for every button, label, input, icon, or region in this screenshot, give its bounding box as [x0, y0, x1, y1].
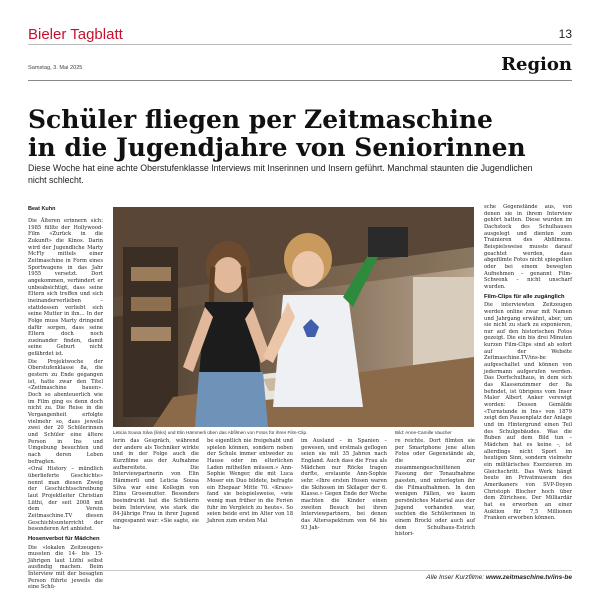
headline-line-1: Schüler fliegen per Zeitmaschine: [28, 105, 493, 134]
subheading: Hosenverbot für Mädchen: [28, 535, 100, 542]
footer-link[interactable]: www.zeitmaschine.tv/ins-be: [485, 574, 572, 581]
headline-line-2: in die Jugendjahre von Seniorinnen: [28, 133, 526, 162]
article-column-3: [207, 438, 293, 568]
subheading: Film-Clips für alle zugänglich: [484, 293, 565, 300]
article-column-6: [484, 204, 572, 564]
paragraph: lerin das Gespräch, während der andere als Techniker wirkte und in der Folge auch die Kurzfilme aus der Aufnahme aufbereitete. Die Interviewpartnerin von Elin Hämmerli und Leticia Sousa Silva war eine Kollegin von Elins Grossmutter. Besonders beeindruckt hat die Schülerin beim Interview, wie stark die 84-Jährige Frau in ihrer Jugend eingespannt war: «Sie sagte, sie ha-: [113, 438, 199, 531]
footer-note: [426, 574, 572, 581]
paragraph: Die interviewten Zeitzeugen werden online zwar mit Namen und Jahrgang erwähnt, aber, um sie nicht zu stark zu exponieren, nur auf den historischen Fotos gezeigt. Die ein bis drei Minuten kurzen Film-Clips sind ab sofort auf der Website Zeitmaschine.TV/ins-be aufgeschaltet und können von jedermann aufgerufen werden. Das Dorfschulhaus, in dem sich das Klassenzimmer der 8a befindet, ist übrigens vom Inser Maler Albert Anker verewigt worden: Dessen Gemälde «Turnstunde in Ins» von 1879 zeigt den Pausenplatz der Anlage und im Hintergrund einen Teil des Schulgebäudes. Was die Buben auf dem Bild tun – Mädchen hat es keine –, ist allerdings nicht Sport im heutigen Sinn, sondern vielmehr ein militärisches Exerzieren im Gleichschritt. Das Werk hängt heute im Privatmuseum des Amerikaners von SVP-Doyen Christoph Blocher hoch über dem Zürichsee. Der Milliardär hat es erworben an einer Auktion für 7,5 Millionen Franken erworben können.: [484, 302, 572, 522]
paragraph: be eigentlich nie freigehabt und spielen können, sondern neben der Schule immer entweder zu Hause oder im elterlichen Laden mithelfen müssen.» Ann-Sophie Wenger, die mit Luca Moser ein Duo bildete, befragte ein Ehepaar Mitte 70. «Krass» fand sie beispielsweise, «wie wenig man früher in die Ferien fuhr im Vergleich zu heute». So seien beide erst im Alter von 18 Jahren zum ersten Mal: [207, 438, 293, 524]
top-rule: [28, 44, 572, 45]
footer-prefix: Alle Inser Kurzfilme:: [426, 574, 486, 581]
article-column-2: [113, 438, 199, 568]
headline: [28, 106, 588, 162]
paragraph: Die Älteren erinnern sich: 1985 füllte der Hollywood-Film «Zurück in die Zukunft» die Kinos. Darin wird der Jugendliche Marty McFly mittels einer Zeitmaschine in Form eines Sportwagens in das Jahr 1955 versetzt. Dort angekommen, verhindert er unbeabsichtigt, dass seine Eltern sich treffen und sich ineinanderverlieben – stattdessen verliebt sich seine Mutter in ihn… In der Folge muss Marty dringend dafür sorgen, dass seine Eltern doch noch zueinander finden, damit seine Geburt nicht gefährdet ist.: [28, 218, 103, 358]
paragraph: im Ausland – in Spanien – gewesen, und erstmals geflogen seien sie mit 35 Jahren nach England. Auch dass die Frau als Mädchen nur Röcke tragen durfte, erstaunte Ann-Sophie sehr. «Ihre ersten Hosen waren die Skihosen im Skilager der 6. Klasse.» Gegen Ende der Woche machten die Kinder einen zweiten Besuch bei ihren Interviewpartnern, bei denen das Altersspektrum von 64 bis 93 Jah-: [301, 438, 387, 531]
masthead: Bieler Tagblatt: [28, 26, 123, 43]
article-column-1: [28, 218, 103, 591]
paragraph: Die «lokalen Zeitzeugen» mussten die 14- bis 15-Jährigen laut Lüthi selbst ausfindig machen. Beim Interview mit der besagten Person führte jeweils die eine Schü-: [28, 544, 103, 591]
footer-rule: [28, 570, 572, 571]
photo-illustration: [113, 207, 474, 427]
section-title: Region: [501, 54, 572, 75]
article-column-4: [301, 438, 387, 568]
article-column-5: [395, 438, 475, 568]
paragraph: re reichte. Dort filmten sie per Smartphone jene alten Fotos oder Gegenstände ab, die zur zusammengeschnittenen Fassung der Tonaufnahme passten, und unterlegten ihr die Filmaufnahmen. In den wenigen Fällen, wo kaum persönliches Material aus der Jugend vorhanden war, suchten die Schülerinnen in einem Brocki oder auch auf dem Schulhaus-Estrich histori-: [395, 438, 475, 538]
paragraph: «Oral History – mündlich überlieferte Geschichte» nennt man diesen Zweig der Geschichtsschreibung laut Projektleiter Christian Lüthi, der seit 2008 mit dem Verein Zeitmaschine.TV diesen Geschichtsunterricht der besonderen Art anbietet.: [28, 466, 103, 533]
photo-caption: Leticia Sousa Silva (links) und Elin Hämmerli üben das Abfilmen von Fotos für ihren Film-Clip.: [113, 430, 308, 435]
author-byline: Beat Kuhn: [28, 206, 56, 212]
article-photo: [113, 207, 474, 427]
paragraph: sche Gegenstände aus, von denen sie in ihrem Interview gehört hatten. Diese wurden im Dachstock des Schulhauses ausgelegt und dienten zum Trainieren des Abfilmens. Beispielsweise musste darauf geachtet werden, dass abgefilmte Fotos nicht spiegelten oder bei einem bewegten Aufnehmen – genannt Film-Schwenk – nicht unscharf wurden.: [484, 204, 572, 290]
photo-credit: Bild: Anne-Camille Vaucher: [395, 430, 452, 435]
section-rule: [28, 80, 572, 81]
lead-paragraph: Diese Woche hat eine achte Oberstufenklasse Interviews mit Inserinnen und Insern geführt. Manchmal staunten die Jugendlichen nicht schlecht.: [28, 163, 533, 185]
issue-date: Samstag, 3. Mai 2025: [28, 65, 83, 71]
paragraph: Die Projektwoche der Oberstufenklasse 8a, die gestern zu Ende gegangen ist, hatte zwar den Titel «Zeitmaschine bauen». Doch so abenteuerlich wie im Film ging es denn doch nicht zu. Die Reise in die Vergangenheit erfolgte vielmehr so, dass jeweils zwei der 20 Schülerinnen und Schüler eine ältere Person in Ins und Umgebung besuchten und nach deren Leben befragten.: [28, 358, 103, 465]
page-number: 13: [558, 27, 572, 41]
